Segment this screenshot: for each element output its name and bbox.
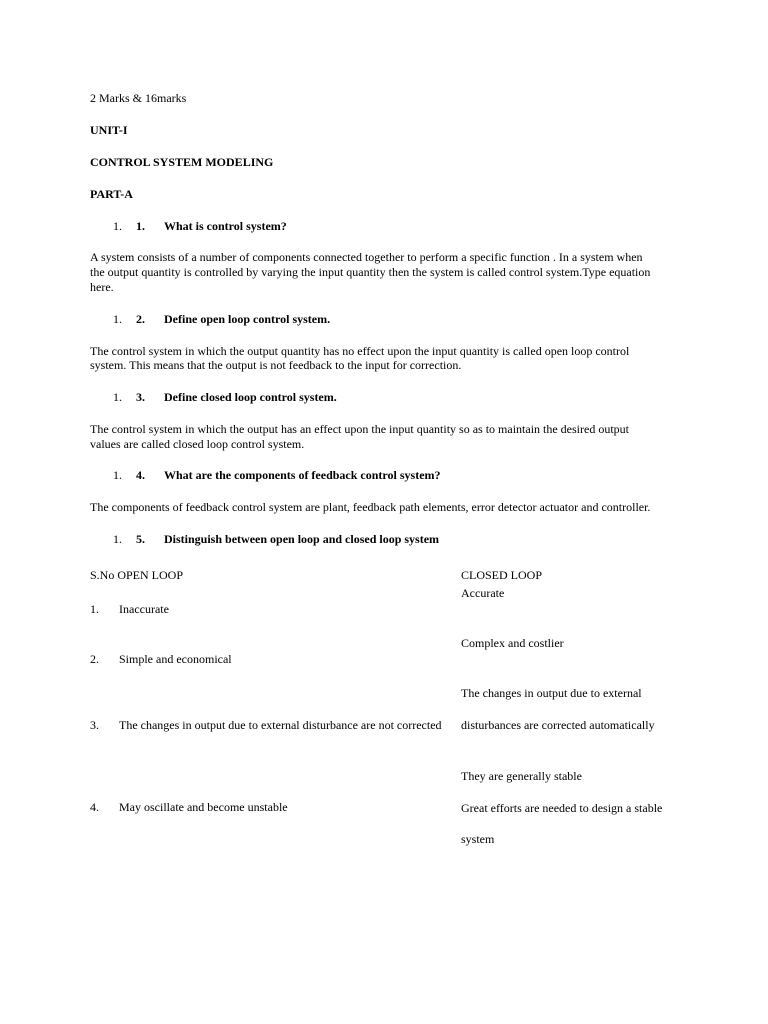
question-list-marker: 1. — [113, 468, 122, 482]
question-number: 5. — [136, 532, 145, 546]
closed-loop-line: Complex and costlier — [461, 636, 564, 650]
question-text: What are the components of feedback control system? — [164, 468, 441, 482]
closed-loop-line: They are generally stable — [461, 769, 582, 783]
question-number: 4. — [136, 468, 145, 482]
open-loop-cell: May oscillate and become unstable — [119, 800, 288, 814]
document-title: CONTROL SYSTEM MODELING — [90, 155, 274, 169]
closed-loop-line: The changes in output due to external — [461, 686, 642, 700]
answer-line: values are called closed loop control system. — [90, 437, 305, 451]
marks-heading: 2 Marks & 16marks — [90, 91, 187, 105]
answer-line: A system consists of a number of components connected together to perform a specific function . In a system when — [90, 250, 643, 264]
answer-line: the output quantity is controlled by varying the input quantity then the system is called control system.Type equation — [90, 265, 651, 279]
answer-line: The control system in which the output has an effect upon the input quantity so as to maintain the desired output — [90, 422, 630, 436]
table-row-sno: 4. — [90, 800, 99, 814]
answer-line: system. This means that the output is not feedback to the input for correction. — [90, 358, 462, 372]
table-row-sno: 2. — [90, 652, 99, 666]
table-header-right: CLOSED LOOP — [461, 568, 543, 582]
table-header-left: S.No OPEN LOOP — [90, 568, 184, 582]
question-list-marker: 1. — [113, 532, 122, 546]
question-list-marker: 1. — [113, 312, 122, 326]
closed-loop-line: Accurate — [461, 586, 505, 600]
unit-heading: UNIT-I — [90, 123, 128, 137]
table-row-sno: 1. — [90, 602, 99, 616]
answer-line: The control system in which the output quantity has no effect upon the input quantity is called open loop control — [90, 344, 630, 358]
question-text: Define open loop control system. — [164, 312, 331, 326]
question-list-marker: 1. — [113, 219, 122, 233]
question-number: 3. — [136, 390, 145, 404]
closed-loop-line: Great efforts are needed to design a stable — [461, 801, 663, 815]
answer-line: here. — [90, 280, 114, 294]
question-text: Define closed loop control system. — [164, 390, 337, 404]
question-list-marker: 1. — [113, 390, 122, 404]
open-loop-cell: Simple and economical — [119, 652, 232, 666]
closed-loop-line: system — [461, 832, 495, 846]
open-loop-cell: Inaccurate — [119, 602, 169, 616]
answer-line: The components of feedback control system are plant, feedback path elements, error detector actuator and controller. — [90, 500, 651, 514]
question-number: 1. — [136, 219, 145, 233]
question-text: Distinguish between open loop and closed loop system — [164, 532, 440, 546]
closed-loop-line: disturbances are corrected automatically — [461, 718, 655, 732]
question-number: 2. — [136, 312, 145, 326]
open-loop-cell: The changes in output due to external disturbance are not corrected — [119, 718, 442, 732]
question-text: What is control system? — [164, 219, 287, 233]
table-row-sno: 3. — [90, 718, 99, 732]
part-heading: PART-A — [90, 187, 133, 201]
